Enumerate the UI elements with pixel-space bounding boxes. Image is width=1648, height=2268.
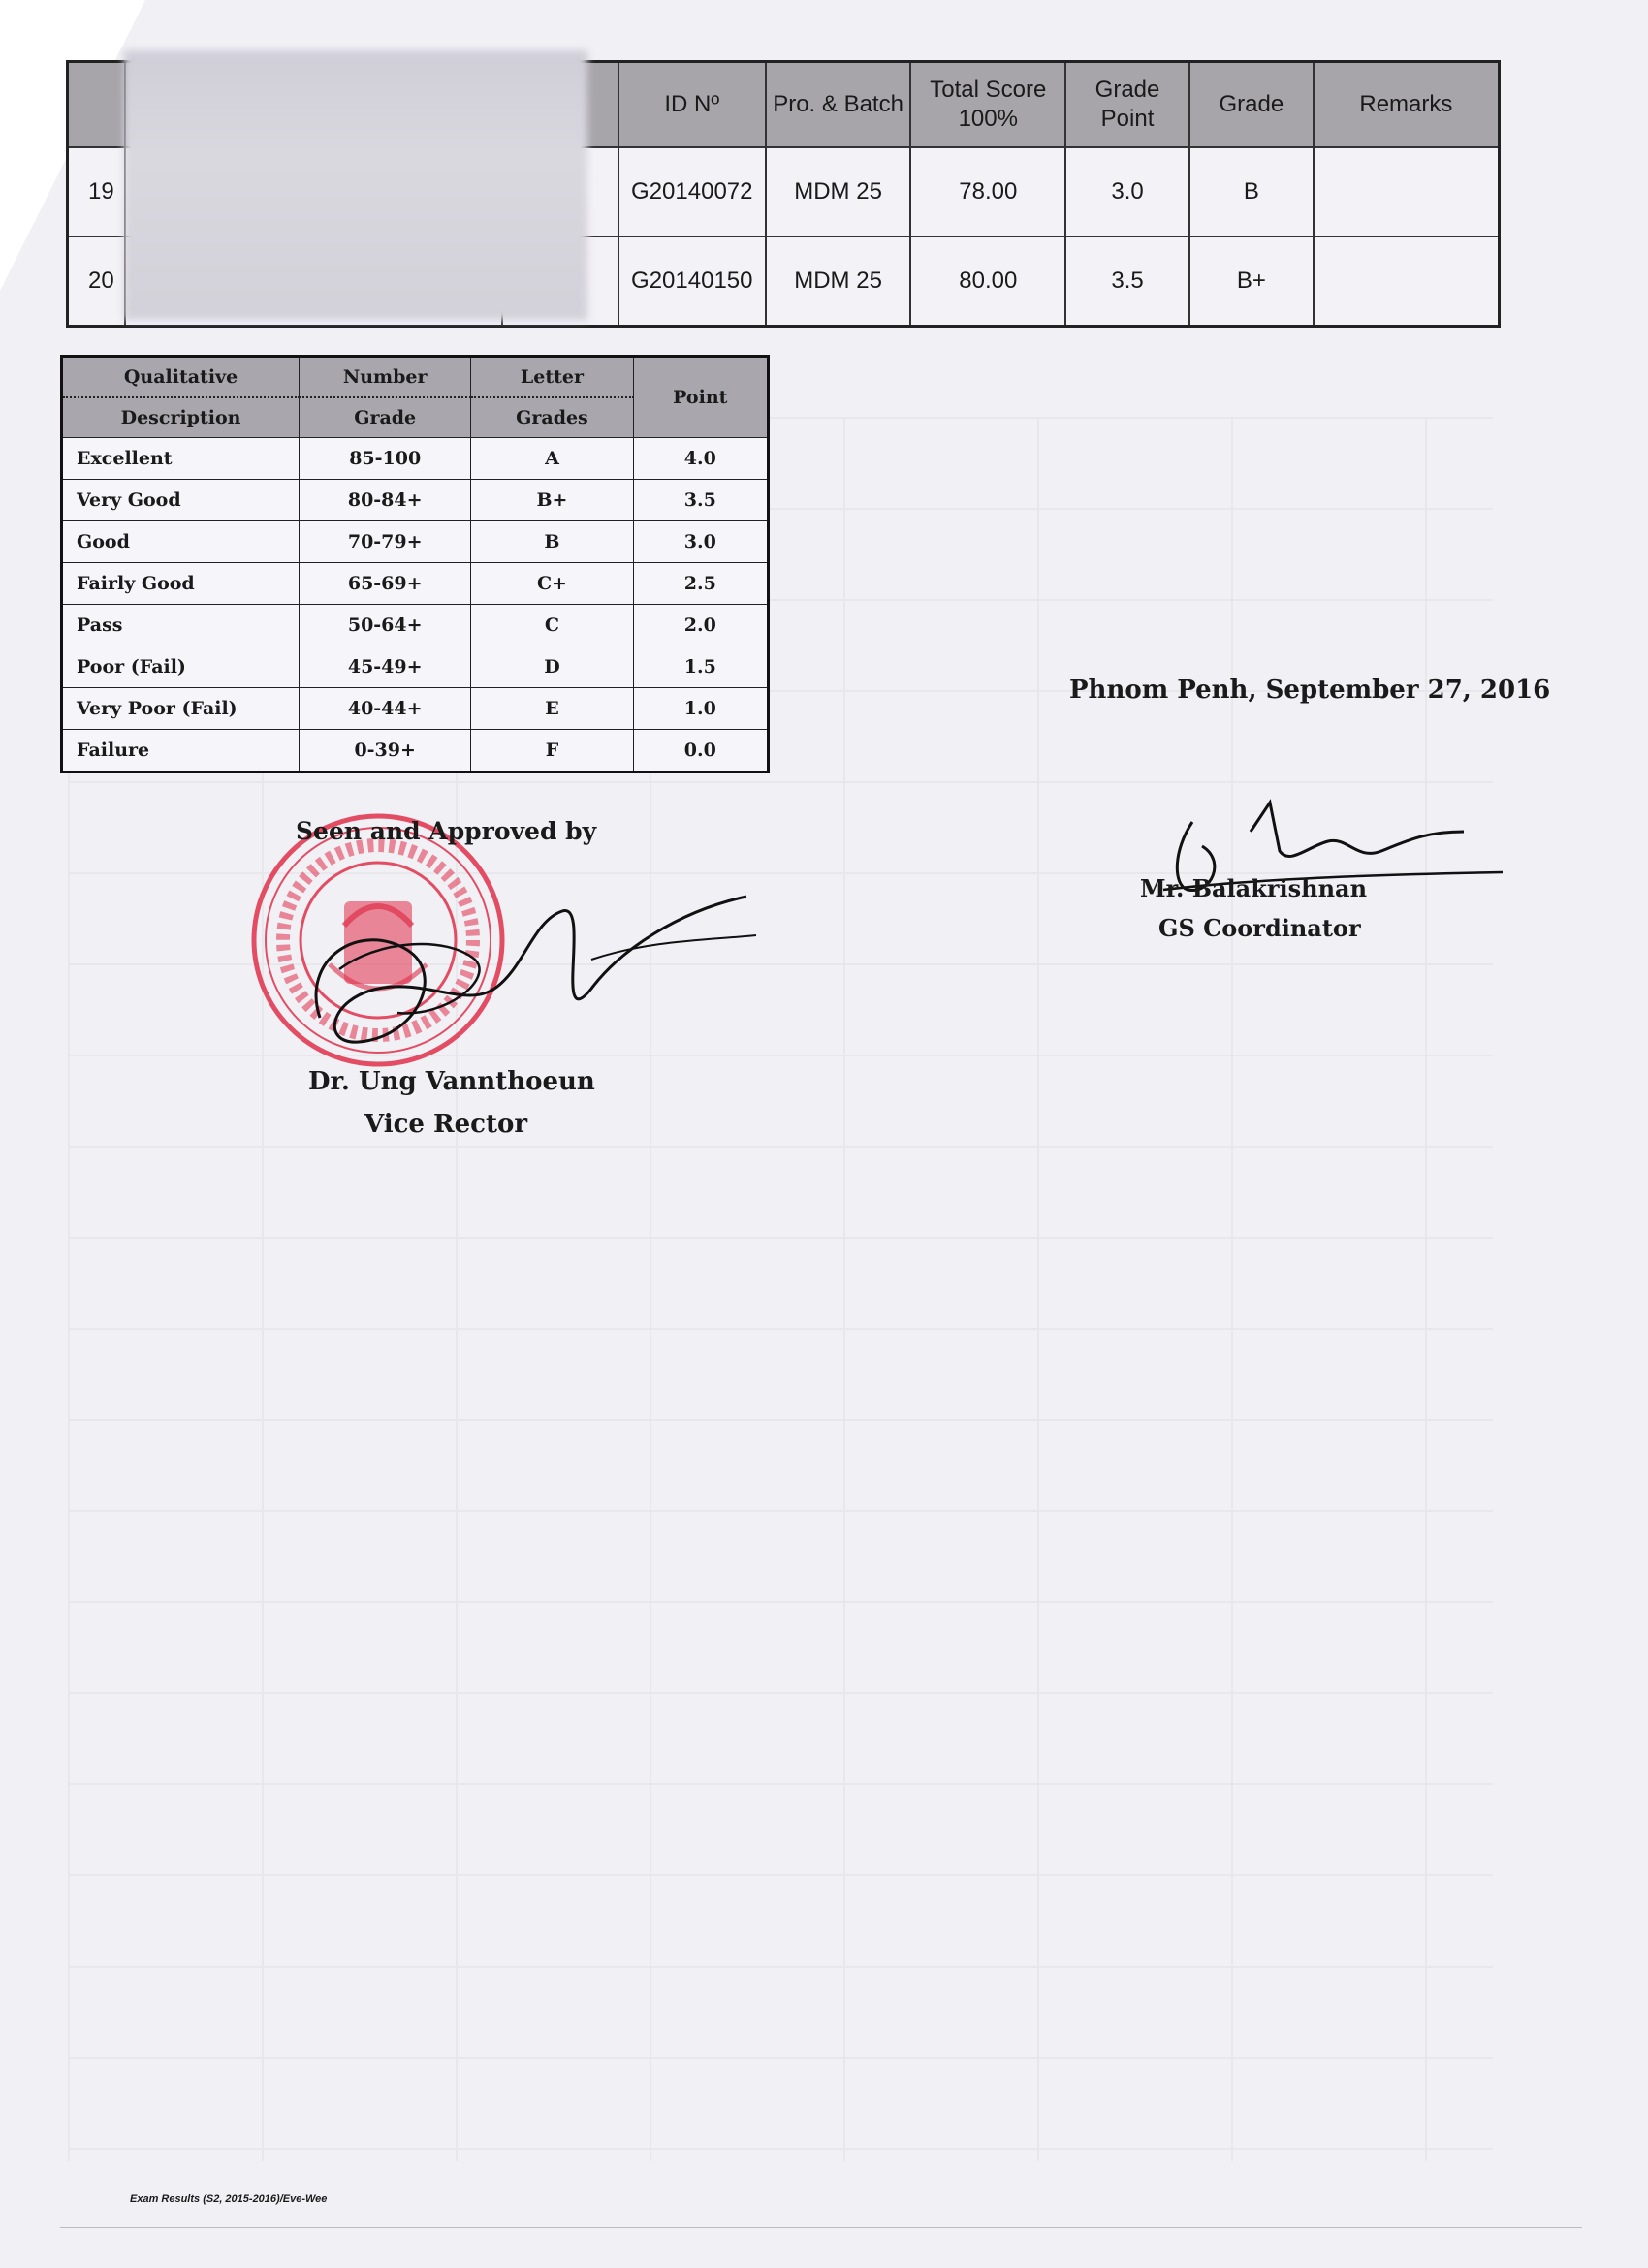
scale-point: 2.0 [633,605,768,646]
scale-letter: C [471,605,633,646]
place-date: Phnom Penh, September 27, 2016 [1069,676,1551,705]
scale-header-grades: Grades [471,397,633,438]
header-id: ID Nº [618,62,766,148]
scale-header-letter: Letter [471,357,633,398]
redaction-blur [124,50,587,320]
grading-scale-table [60,355,770,773]
scale-number-range: 50-64+ [300,605,471,646]
student-id: G20140150 [618,236,766,327]
scale-point: 2.5 [633,563,768,605]
scale-letter: E [471,688,633,730]
scale-row [62,438,769,480]
scale-row [62,480,769,521]
scale-row [62,605,769,646]
total-score: 78.00 [910,147,1065,236]
scale-letter: B [471,521,633,563]
footer-reference: Exam Results (S2, 2015-2016)/Eve-Wee [130,2193,328,2205]
scale-point: 0.0 [633,730,768,772]
program-batch: MDM 25 [766,147,911,236]
row-number: 19 [68,147,126,236]
scale-row [62,521,769,563]
scale-number-range: 85-100 [300,438,471,480]
seen-and-approved-label: Seen and Approved by [296,817,597,845]
remarks [1314,147,1500,236]
remarks [1314,236,1500,327]
scale-letter: B+ [471,480,633,521]
scale-description: Very Poor (Fail) [62,688,300,730]
scale-point: 1.5 [633,646,768,688]
scale-description: Pass [62,605,300,646]
scale-point: 3.0 [633,521,768,563]
scale-header-point: Point [633,357,768,438]
scale-letter: D [471,646,633,688]
scale-row [62,730,769,772]
scale-number-range: 70-79+ [300,521,471,563]
grade-point: 3.0 [1065,147,1189,236]
scale-description: Good [62,521,300,563]
vice-rector-title: Vice Rector [364,1110,528,1139]
letter-grade: B [1189,147,1314,236]
scale-letter: A [471,438,633,480]
scale-number-range: 65-69+ [300,563,471,605]
page-bottom-rule [60,2227,1582,2228]
scale-header-number: Number [300,357,471,398]
coordinator-name: Mr. Balakrishnan [1140,874,1368,902]
scale-description: Excellent [62,438,300,480]
scale-header-description: Description [62,397,300,438]
header-grade-point: Grade Point [1065,62,1189,148]
scale-number-range: 80-84+ [300,480,471,521]
student-id: G20140072 [618,147,766,236]
scale-row [62,563,769,605]
scale-letter: C+ [471,563,633,605]
scale-description: Very Good [62,480,300,521]
program-batch: MDM 25 [766,236,911,327]
scale-row [62,688,769,730]
vice-rector-name: Dr. Ung Vannthoeun [308,1067,595,1096]
scale-description: Fairly Good [62,563,300,605]
coordinator-title: GS Coordinator [1158,914,1361,942]
scale-point: 4.0 [633,438,768,480]
scale-point: 1.0 [633,688,768,730]
header-grade: Grade [1189,62,1314,148]
header-batch: Pro. & Batch [766,62,911,148]
header-remarks: Remarks [1314,62,1500,148]
total-score: 80.00 [910,236,1065,327]
scale-letter: F [471,730,633,772]
vice-rector-signature [301,843,766,1076]
header-no [68,62,126,148]
scale-number-range: 40-44+ [300,688,471,730]
scale-point: 3.5 [633,480,768,521]
scale-header-qualitative: Qualitative [62,357,300,398]
letter-grade: B+ [1189,236,1314,327]
scale-row [62,646,769,688]
scale-description: Failure [62,730,300,772]
scale-description: Poor (Fail) [62,646,300,688]
grade-point: 3.5 [1065,236,1189,327]
row-number: 20 [68,236,126,327]
scale-number-range: 0-39+ [300,730,471,772]
scale-header-grade: Grade [300,397,471,438]
header-total-score: Total Score 100% [910,62,1065,148]
scale-number-range: 45-49+ [300,646,471,688]
